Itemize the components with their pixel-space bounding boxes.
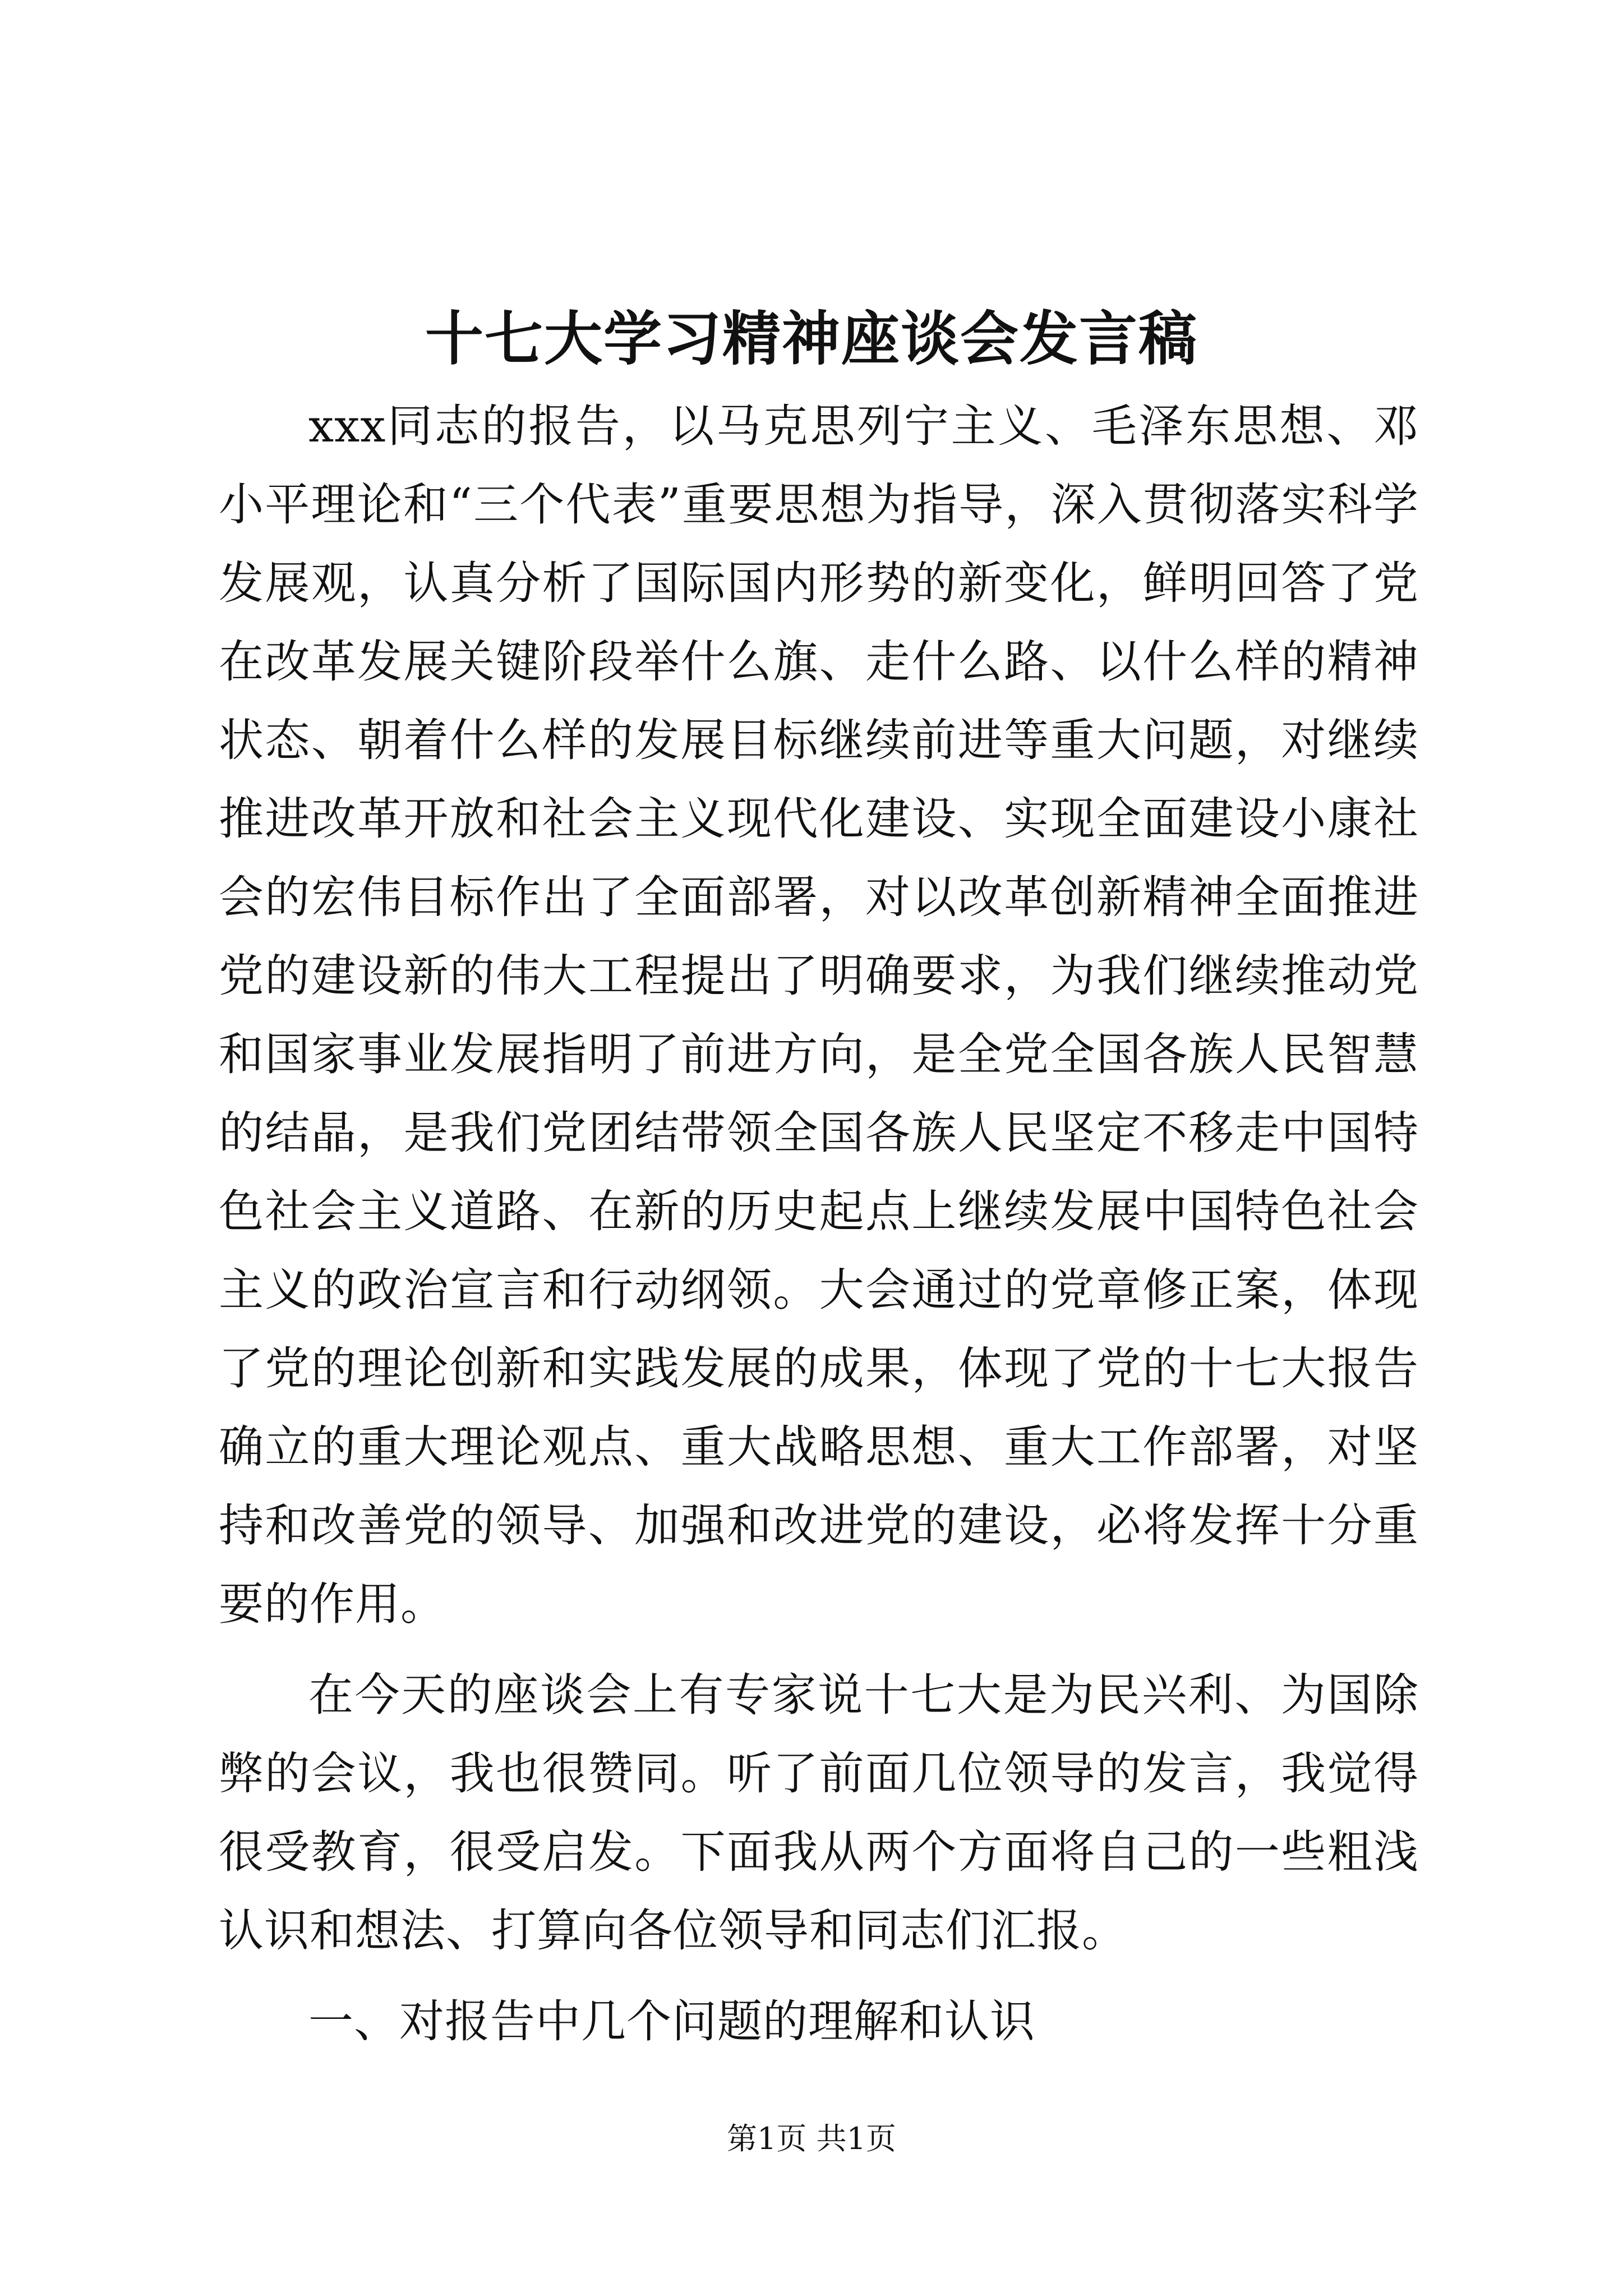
- document-title: 十七大学习精神座谈会发言稿: [425, 304, 1198, 373]
- paragraph-1: xxx同志的报告，以马克思列宁主义、毛泽东思想、邓小平理论和“三个代表”重要思想为指导，深入贯彻落实科学发展观，认真分析了国际国内形势的新变化，鲜明回答了党在改革发展关键阶段举什么旗、走什么路、以什么样的精神状态、朝着什么样的发展目标继续前进等重大问题，对继续推进改革开放和社会主义现代化建设、实现全面建设小康社会的宏伟目标作出了全面部署，对以改革创新精神全面推进党的建设新的伟大工程提出了明确要求，为我们继续推动党和国家事业发展指明了前进方向，是全党全国各族人民智慧的结晶，是我们党团结带领全国各族人民坚定不移走中国特色社会主义道路、在新的历史起点上继续发展中国特色社会主义的政治宣言和行动纲领。大会通过的党章修正案，体现了党的理论创新和实践发展的成果，体现了党的十七大报告确立的重大理论观点、重大战略思想、重大工作部署，对坚持和改善党的领导、加强和改进党的建设，必将发挥十分重要的作用。: [219, 400, 1419, 1630]
- paragraph-2: 在今天的座谈会上有专家说十七大是为民兴利、为国除弊的会议，我也很赞同。听了前面几位领导的发言，我觉得很受教育，很受启发。下面我从两个方面将自己的一些粗浅认识和想法、打算向各位领导和同志们汇报。: [219, 1669, 1419, 1957]
- document-body: [219, 387, 1419, 2073]
- section-heading-1: 一、对报告中几个问题的理解和认识: [308, 1995, 1035, 2047]
- page-footer: 第1页 共1页: [727, 2121, 896, 2156]
